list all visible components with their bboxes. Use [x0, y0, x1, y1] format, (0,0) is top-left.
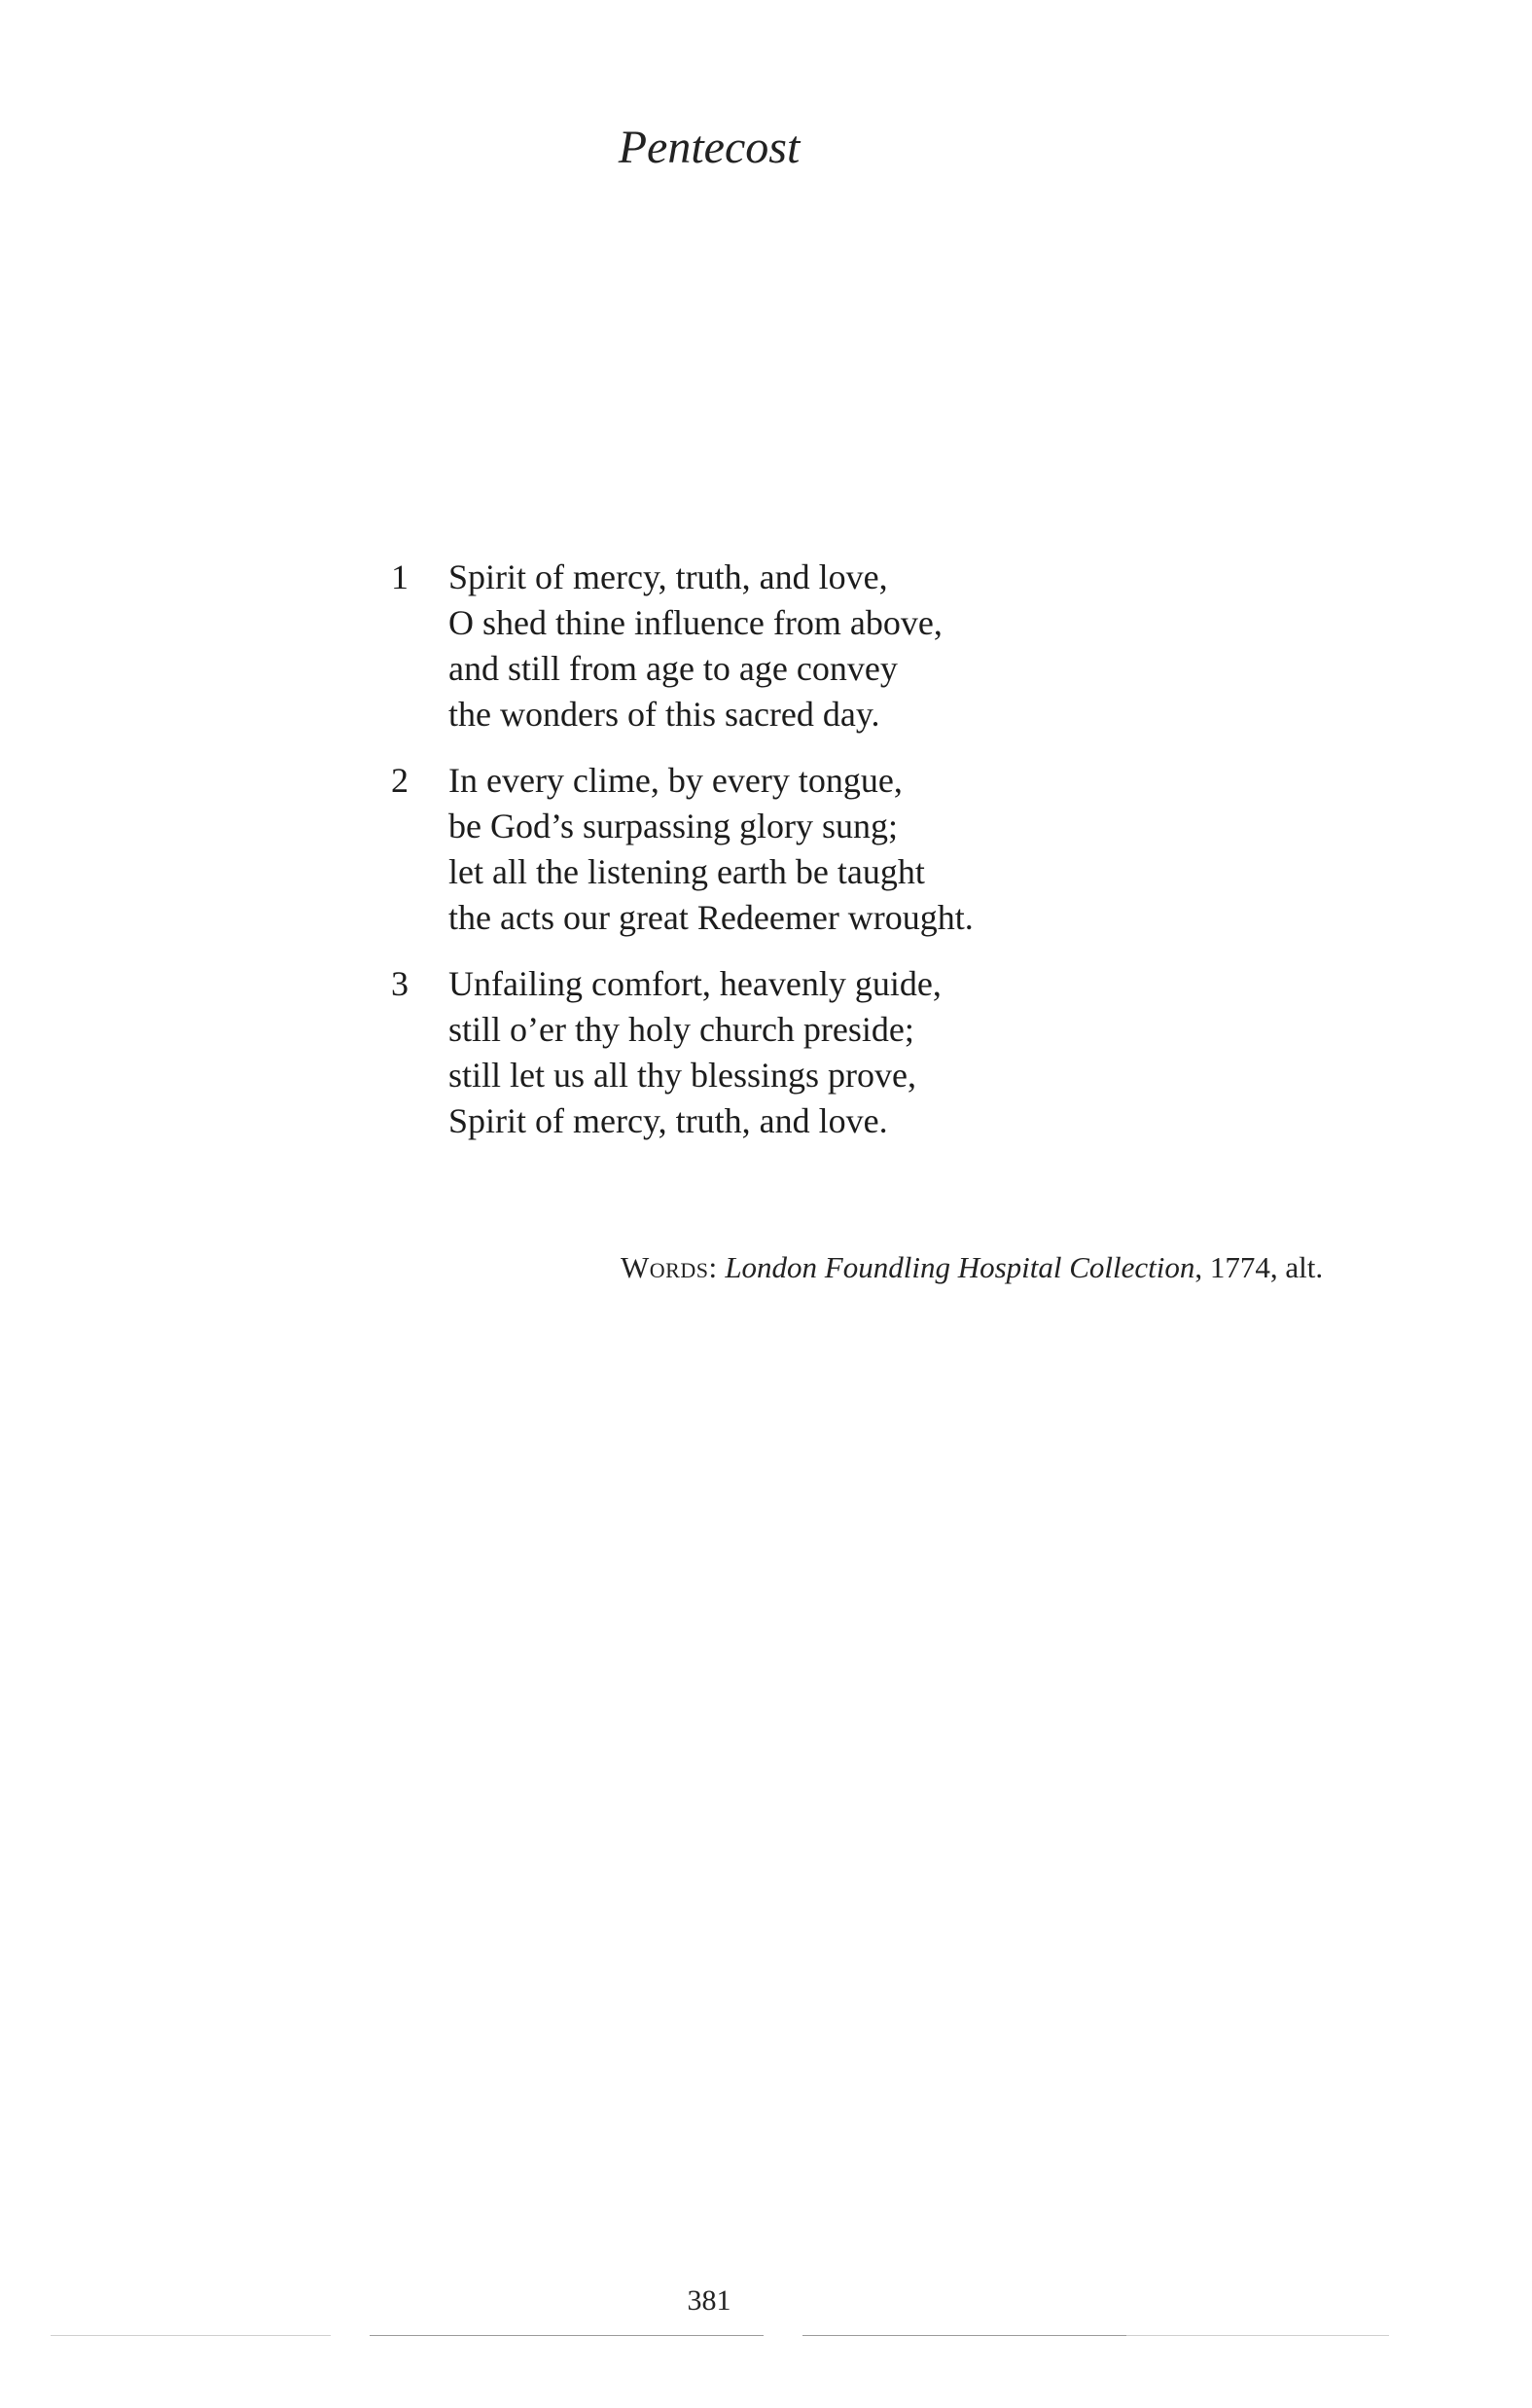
- hymn-line: O shed thine influence from above,: [448, 603, 943, 642]
- words-attribution: [621, 1248, 1323, 1287]
- hymn-line: Unfailing comfort, heavenly guide,: [448, 964, 942, 1003]
- stanza-2: [391, 758, 1169, 941]
- footer-rule: [370, 2335, 764, 2336]
- stanza-1: [391, 555, 1169, 737]
- hymn-line: still let us all thy blessings prove,: [448, 1056, 916, 1095]
- stanza-number: 2: [391, 761, 409, 800]
- hymn-line: the wonders of this sacred day.: [448, 695, 880, 734]
- hymn-line: let all the listening earth be taught: [448, 852, 925, 891]
- page-title: Pentecost: [618, 122, 801, 173]
- stanza-number: 3: [391, 964, 409, 1003]
- stanza-number: 1: [391, 557, 409, 596]
- stanza-3: [391, 961, 1169, 1144]
- attribution-source: London Foundling Hospital Collection: [725, 1250, 1195, 1284]
- hymn-line: and still from age to age convey: [448, 649, 898, 688]
- attribution-details: , 1774, alt.: [1194, 1250, 1324, 1284]
- hymn-text: [391, 555, 1169, 1165]
- hymn-line: the acts our great Redeemer wrought.: [448, 898, 974, 937]
- hymn-line: In every clime, by every tongue,: [448, 761, 903, 800]
- page-number: 381: [687, 2284, 731, 2317]
- footer-rule: [51, 2335, 331, 2336]
- hymn-line: still o’er thy holy church preside;: [448, 1010, 914, 1049]
- hymn-line: Spirit of mercy, truth, and love,: [448, 557, 888, 596]
- hymn-line: be God’s surpassing glory sung;: [448, 807, 898, 845]
- footer-rule: [802, 2335, 1133, 2336]
- hymn-line: Spirit of mercy, truth, and love.: [448, 1101, 888, 1140]
- attribution-label: Words:: [621, 1250, 718, 1284]
- footer-rule: [1126, 2335, 1389, 2336]
